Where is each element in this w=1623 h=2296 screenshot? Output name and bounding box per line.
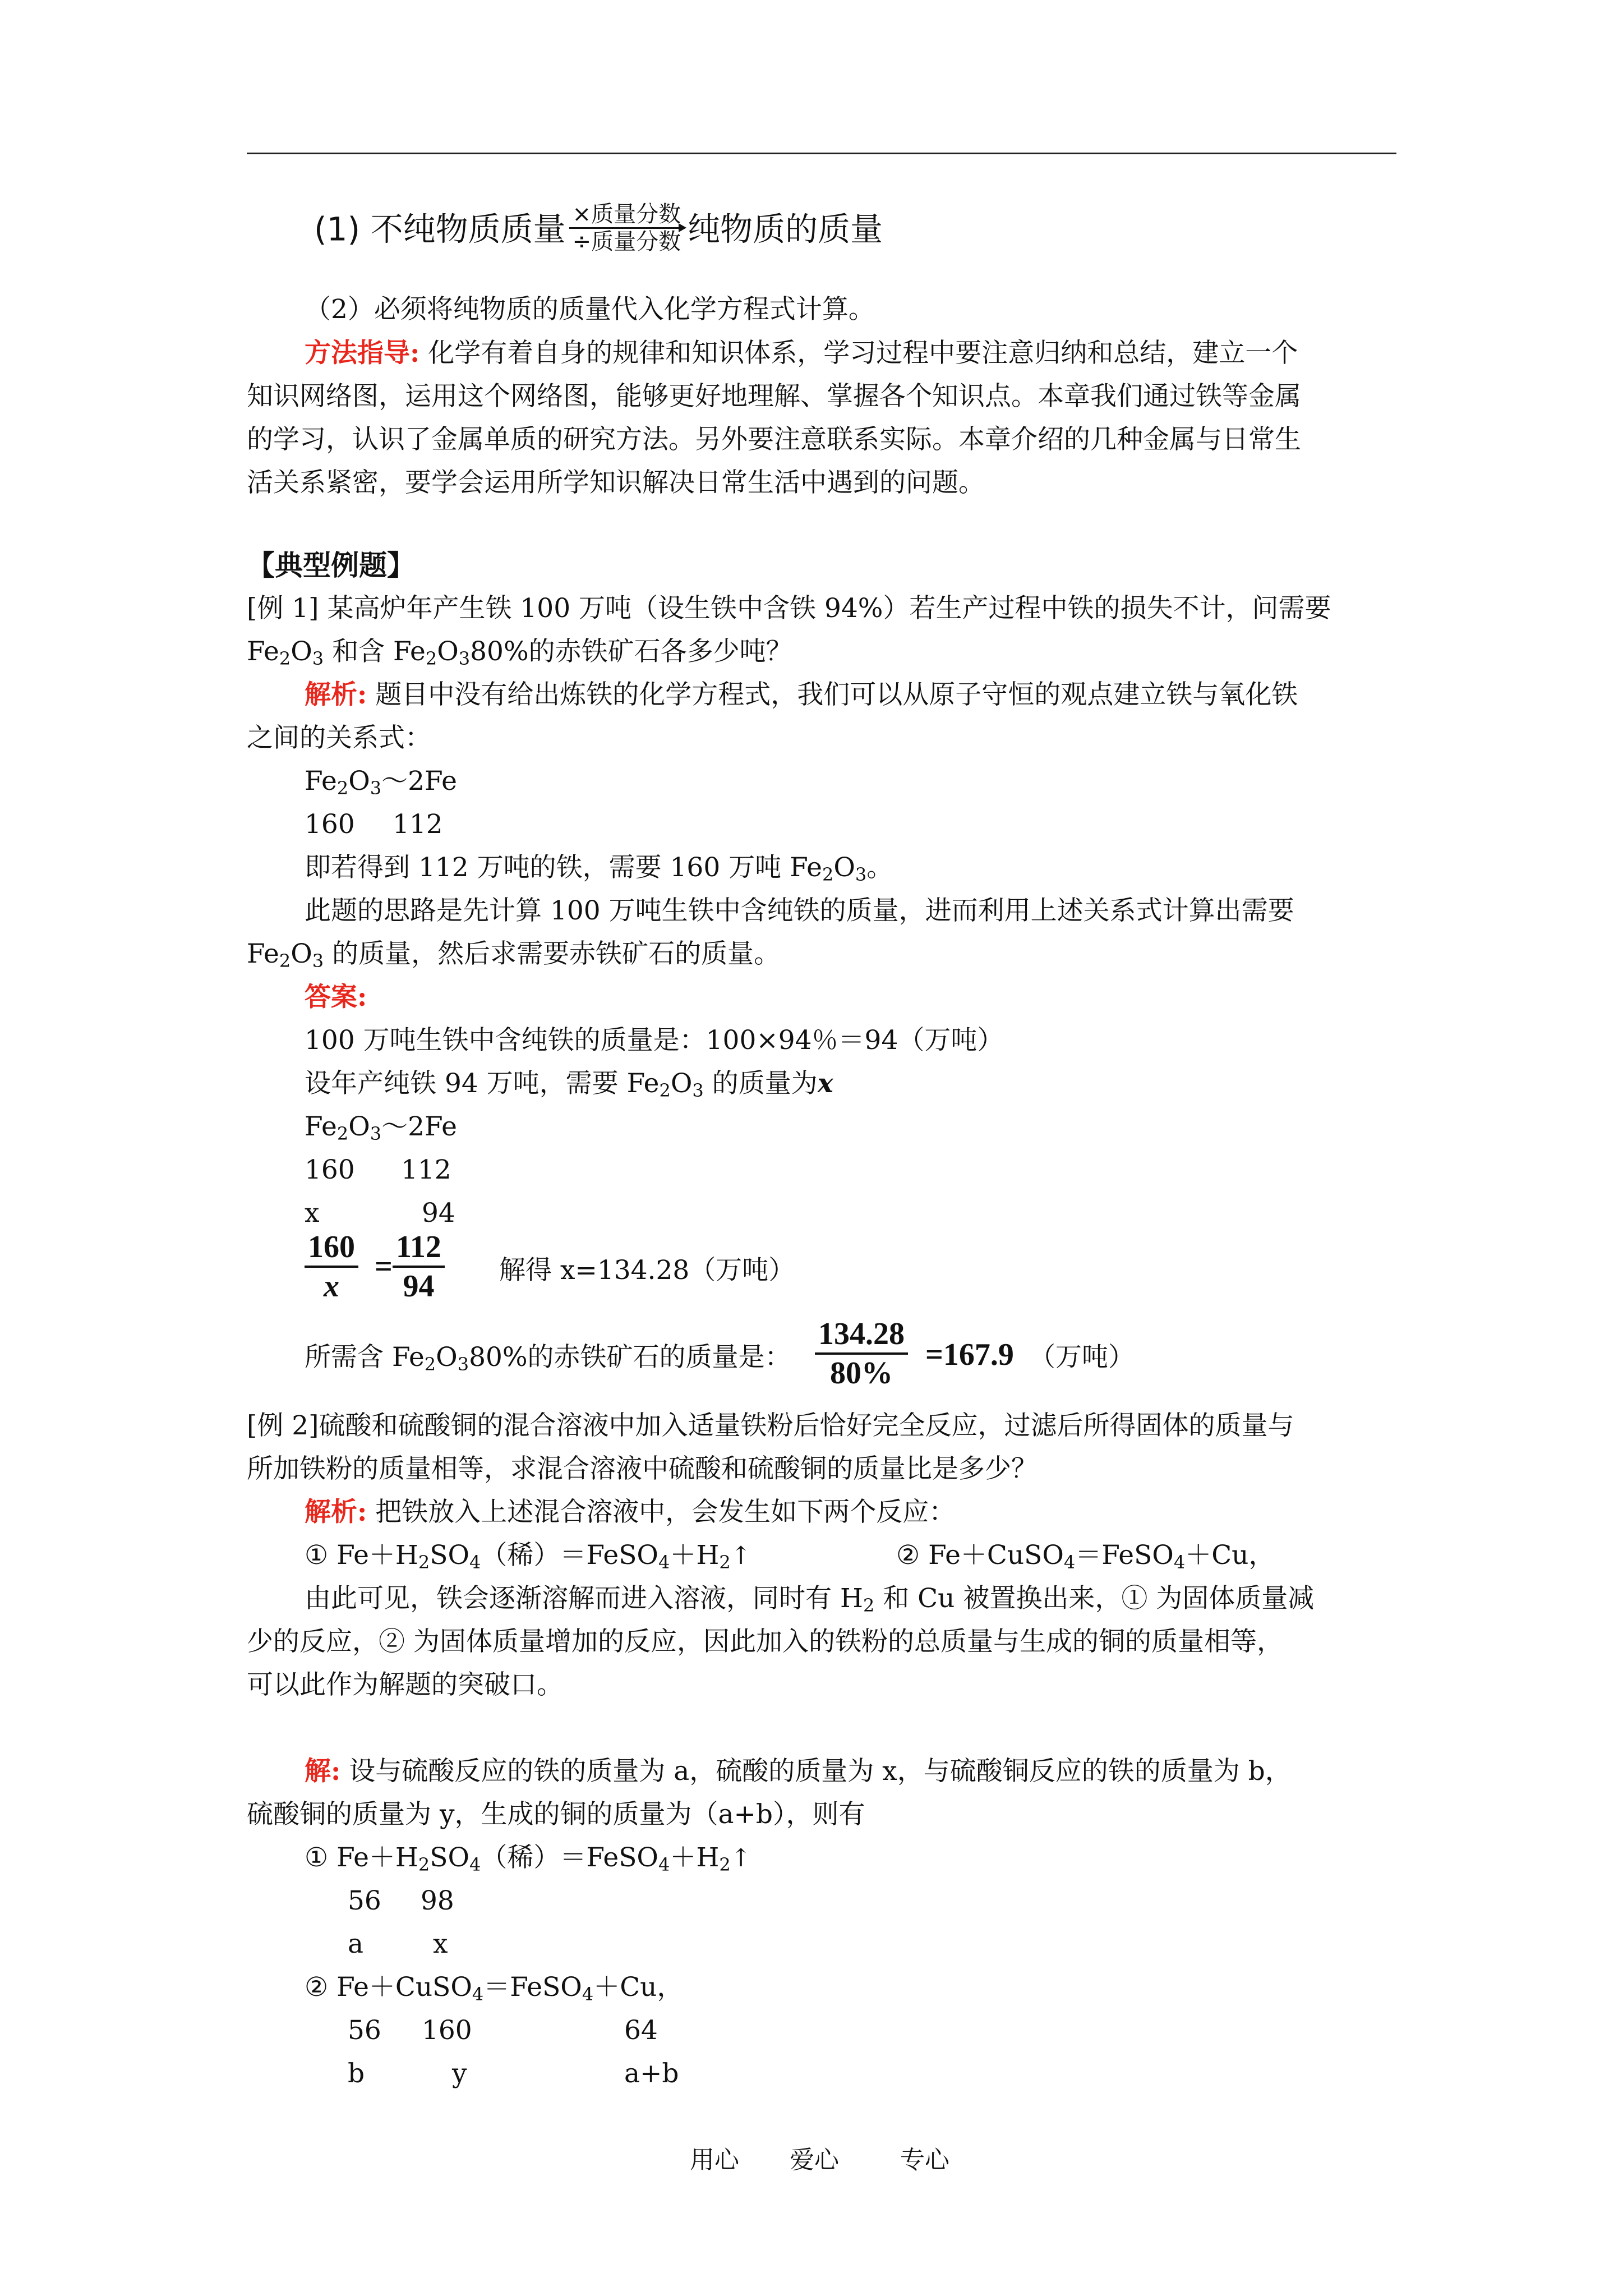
ex1-q2: $Fe_2O_3$ 和含 $Fe_2O_380\%$的赤铁矿石各多少吨？ <box>247 636 792 669</box>
ex1-q1: [例 1] 某高炉年产生铁 100 万吨（设生铁中含铁 94%）若生产过程中铁的损失不计，问需要 <box>247 593 1331 624</box>
ex1-ans-94: 94 <box>422 1198 455 1228</box>
ex2-para-l2: 少的反应，② 为固体质量增加的反应，因此加入的铁粉的总质量与生成的铜的质量相等， <box>247 1626 1283 1657</box>
formula-arrow-stack <box>569 201 685 255</box>
ex1-relation: $Fe_2O_3\sim 2Fe$ <box>305 766 457 799</box>
s1-n1: 56 <box>348 1885 381 1916</box>
ex1-think-l1: 此题的思路是先计算 100 万吨生铁中含纯铁的质量，进而利用上述关系式计算出需要 <box>305 895 1294 926</box>
ex2-para-l3: 可以此作为解题的突破口。 <box>247 1669 563 1700</box>
ex1-relation-n1: 160 <box>305 809 355 840</box>
arrow-icon <box>569 227 685 229</box>
final-unit: （万吨） <box>1029 1342 1135 1373</box>
fraction-160-x: 160 x <box>305 1228 358 1305</box>
s2-n1: 56 <box>348 2015 381 2046</box>
method-l1 <box>305 337 1460 370</box>
s1-n2: 98 <box>421 1885 454 1916</box>
footer-text-b: 爱心 <box>790 2146 839 2174</box>
s2-v3: a+b <box>624 2058 679 2089</box>
s2-n3: 64 <box>624 2015 658 2046</box>
para-2: （2）必须将纯物质的质量代入化学方程式计算。 <box>305 294 875 325</box>
ex2-reaction-1: ① $Fe+H_2SO_4$（稀）$=FeSO_4+H_2↑$ <box>305 1540 751 1573</box>
ex1-ans-relation: $Fe_2O_3\sim 2Fe$ <box>305 1111 457 1144</box>
final-value: =167.9 <box>925 1337 1014 1372</box>
ex1-note1: 即若得到 112 万吨的铁，需要 160 万吨 $Fe_2O_3$。 <box>305 852 893 885</box>
ex2-sol-reaction-1: ① $Fe+H_2SO_4$（稀）$=FeSO_4+H_2↑$ <box>305 1842 751 1875</box>
ex1-analysis-label: 解析: <box>305 679 367 710</box>
method-l3: 的学习，认识了金属单质的研究方法。另外要注意联系实际。本章介绍的几种金属与日常生 <box>247 424 1301 455</box>
equals-sign: = <box>375 1249 393 1284</box>
method-l4: 活关系紧密，要学会运用所学知识解决日常生活中遇到的问题。 <box>247 467 985 498</box>
ex2-sol-reaction-2: ② Fe＋CuSO$_4$＝FeSO$_4$＋Cu， <box>305 1972 684 2005</box>
method-text-1: 化学有着自身的规律和知识体系，学习过程中要注意归纳和总结，建立一个 <box>419 338 1298 369</box>
formula-under: ÷质量分数 <box>572 229 681 255</box>
ex1-analysis-l1: 解析: 题目中没有给出炼铁的化学方程式，我们可以从原子守恒的观点建立铁与氧化铁 <box>305 679 1298 710</box>
ex1-ans-n2: 112 <box>401 1154 451 1185</box>
up-arrow-icon: ↑ <box>730 1844 751 1872</box>
ex1-ans-l2: 设年产纯铁 94 万吨，需要 $Fe_2O_3$ 的质量为x <box>305 1068 833 1101</box>
section-title: 【典型例题】 <box>247 549 415 582</box>
ex2-analysis-label: 解析: <box>305 1497 367 1527</box>
method-label: 方法指导: <box>305 338 420 369</box>
ex2-q2: 所加铁粉的质量相等，求混合溶液中硫酸和硫酸铜的质量比是多少？ <box>247 1453 1038 1484</box>
ex1-solve: 解得 x=134.28（万吨） <box>499 1255 795 1286</box>
header-rule <box>247 153 1396 154</box>
footer-text-c: 专心 <box>900 2146 949 2174</box>
ex1-answer-label: 答案: <box>305 982 367 1013</box>
method-l2: 知识网络图，运用这个网络图，能够更好地理解、掌握各个知识点。本章我们通过铁等金属 <box>247 381 1301 412</box>
s2-v1: b <box>348 2058 365 2089</box>
ex2-sol-label: 解: <box>305 1756 341 1787</box>
ex1-relation-n2: 112 <box>393 809 443 840</box>
formula-over: ×质量分数 <box>572 201 681 227</box>
ex1-ans-x: x <box>305 1198 320 1228</box>
ex2-sol-l1: 解: 设与硫酸反应的铁的质量为 a，硫酸的质量为 x，与硫酸铜反应的铁的质量为 b， <box>305 1756 1292 1787</box>
ex1-think-l2: $Fe_2O_3$ 的质量，然后求需要赤铁矿石的质量。 <box>247 938 781 972</box>
s2-n2: 160 <box>422 2015 472 2046</box>
ex1-analysis-l2: 之间的关系式： <box>247 723 431 753</box>
ex2-q1: [例 2]硫酸和硫酸铜的混合溶液中加入适量铁粉后恰好完全反应，过滤后所得固体的质量与 <box>247 1410 1294 1441</box>
formula-impure-to-pure <box>314 201 883 258</box>
ex2-reaction-2: ② Fe＋CuSO$_4$＝FeSO$_4$＋Cu， <box>896 1540 1275 1573</box>
footer-text-a: 用心 <box>690 2146 739 2174</box>
formula-suffix: 纯物质的质量 <box>688 210 883 249</box>
ex1-ans-n1: 160 <box>305 1154 355 1185</box>
ex2-para-l1: 由此可见，铁会逐渐溶解而进入溶液，同时有 $H_2$ 和 Cu 被置换出来，① 为固体质量减 <box>305 1583 1315 1616</box>
up-arrow-icon: ↑ <box>730 1542 751 1570</box>
fraction-112-94: 112 94 <box>393 1228 445 1305</box>
ex1-final: 所需含 $Fe_2O_380\%$的赤铁矿石的质量是： <box>305 1342 791 1375</box>
formula-prefix: (1) 不纯物质质量 <box>314 210 566 249</box>
ex2-sol-l2: 硫酸铜的质量为 y，生成的铜的质量为（a+b），则有 <box>247 1799 865 1830</box>
s1-v2: x <box>433 1929 448 1959</box>
s1-v1: a <box>348 1929 364 1959</box>
ex2-analysis-l1: 解析: 把铁放入上述混合溶液中，会发生如下两个反应： <box>305 1497 956 1527</box>
ex1-ans-l1: 100 万吨生铁中含纯铁的质量是：100×94％＝94（万吨） <box>305 1025 1004 1056</box>
s2-v2: y <box>452 2058 467 2089</box>
fraction-134-80: 134.28 80% <box>815 1315 908 1392</box>
